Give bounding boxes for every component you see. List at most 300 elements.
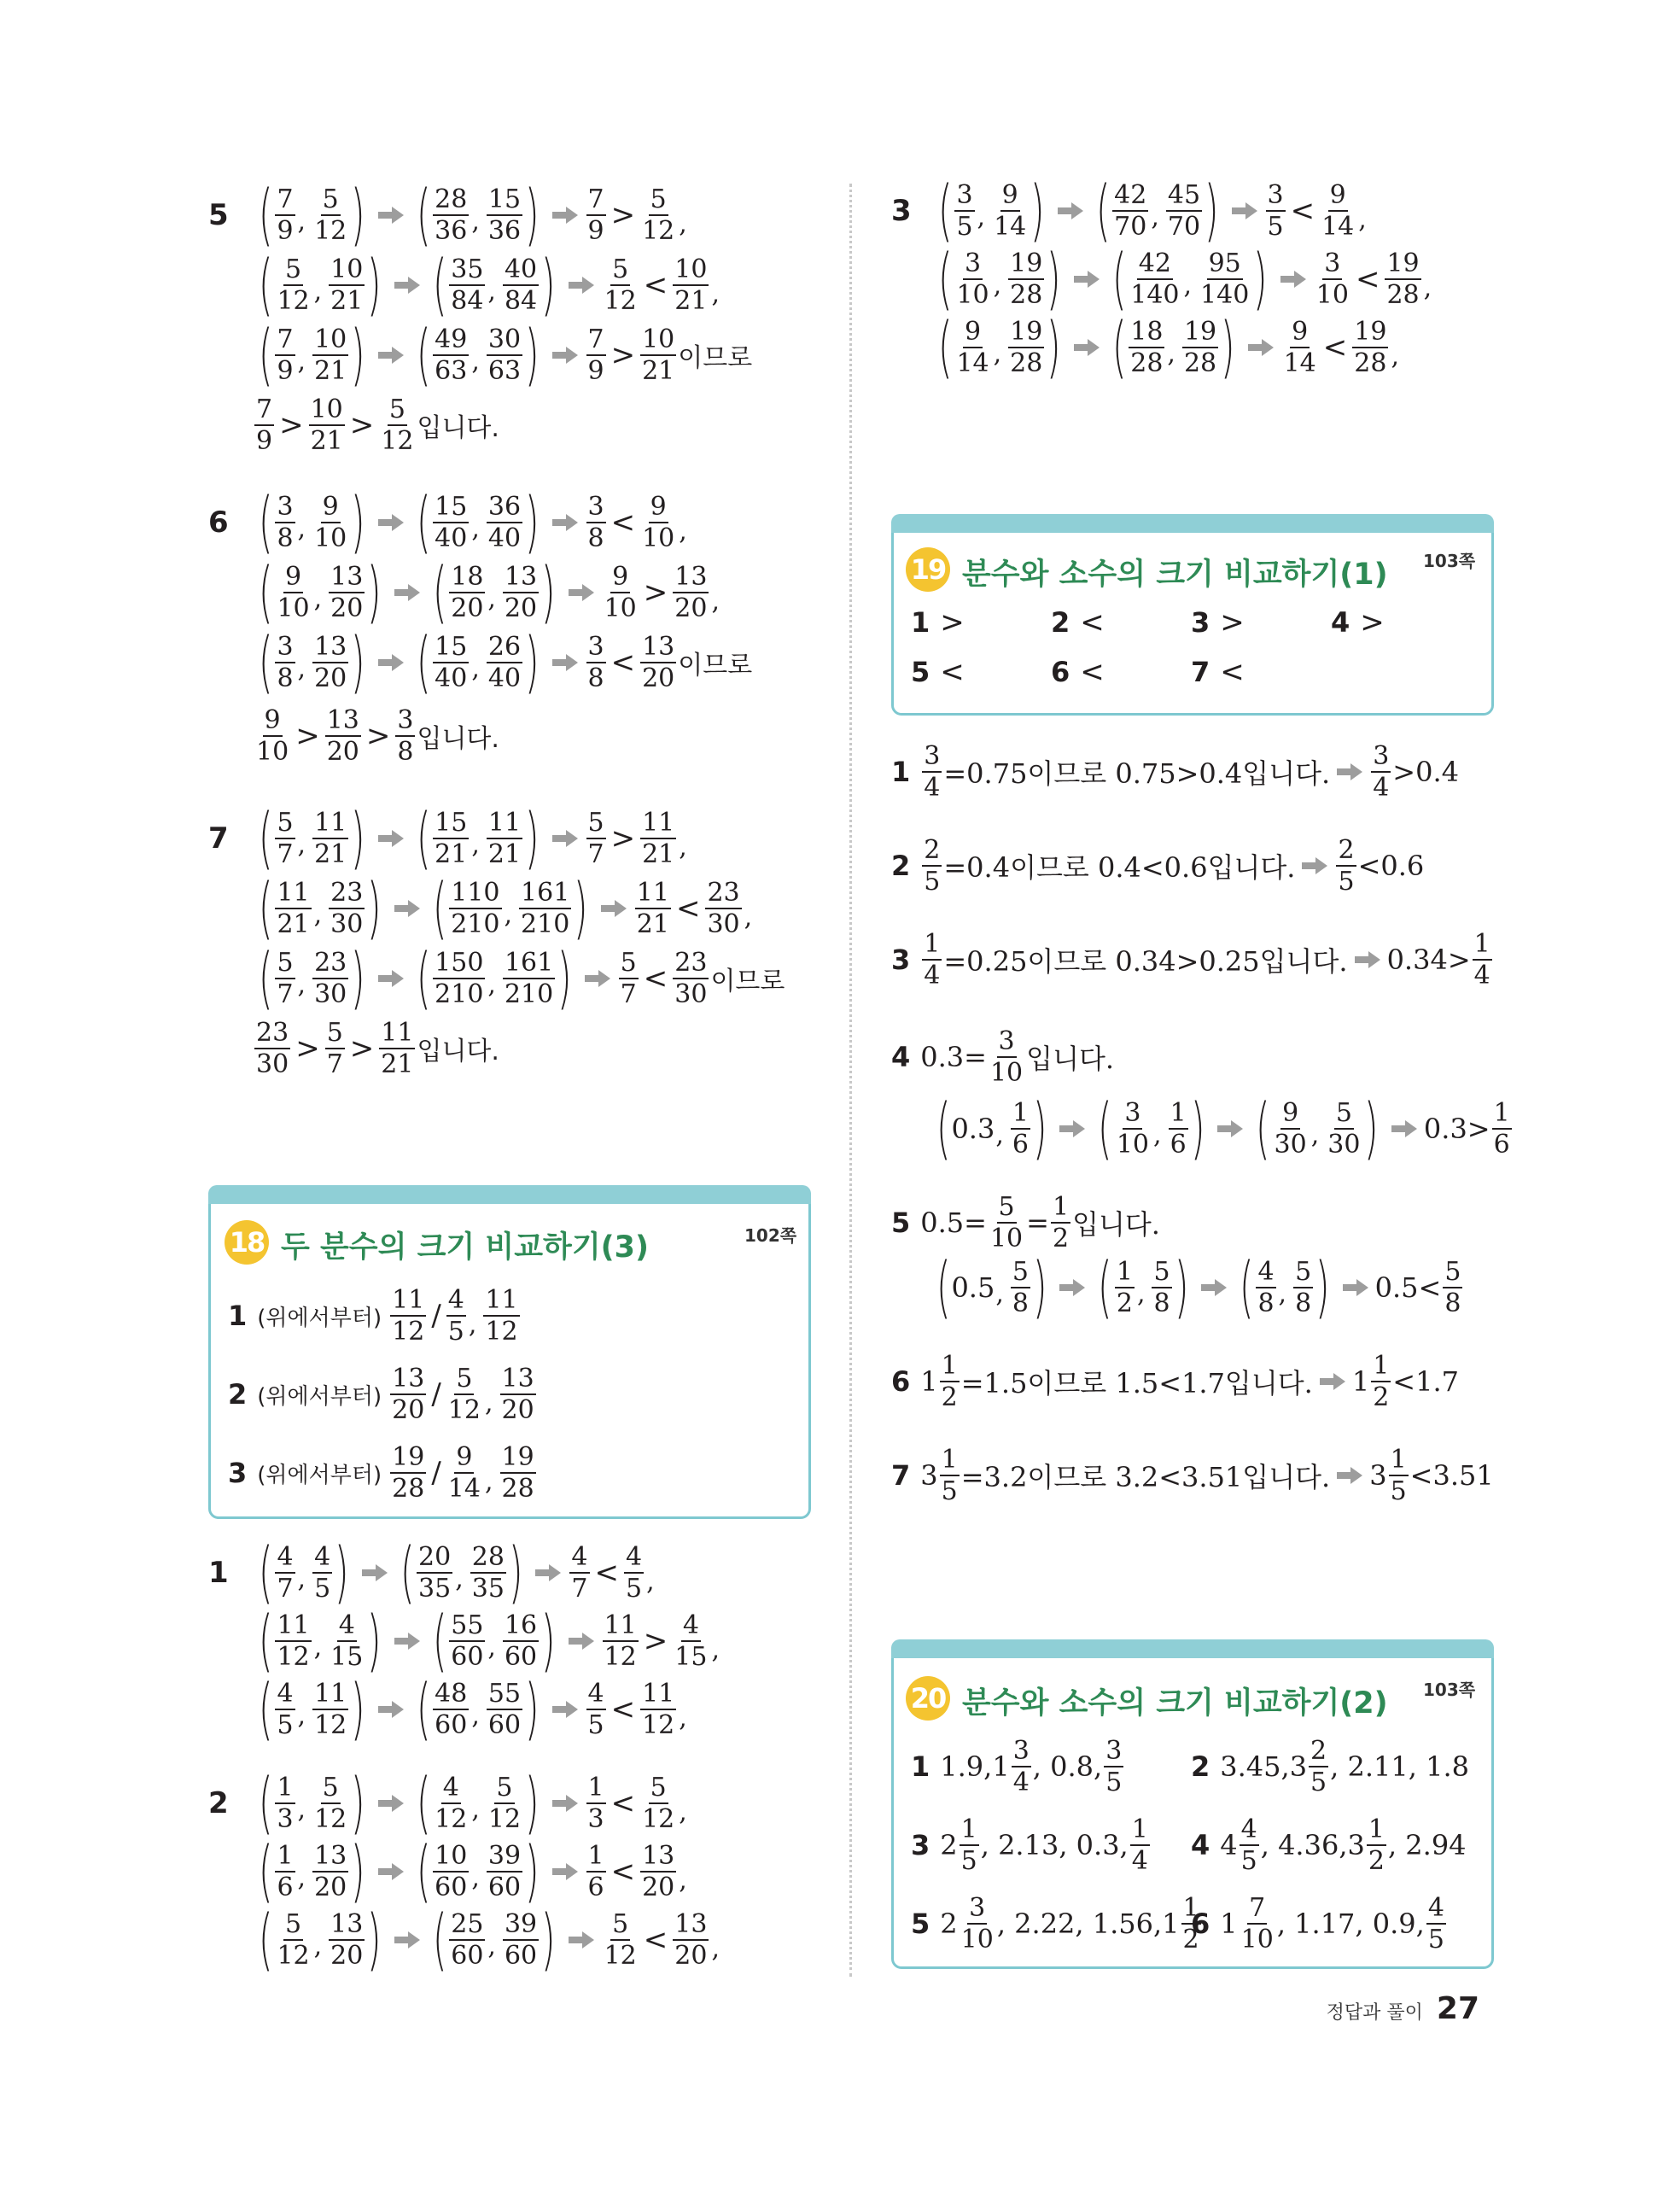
denominator: 2	[1052, 1223, 1070, 1253]
denominator: 10	[960, 1924, 994, 1954]
comparison-sign: >	[365, 719, 391, 753]
denominator: 21	[435, 838, 468, 869]
fraction	[586, 1772, 606, 1834]
denominator: 12	[277, 285, 310, 316]
arrow-icon	[552, 207, 578, 224]
fraction	[992, 179, 1028, 242]
fraction	[275, 184, 295, 246]
comparison-sign: <	[1080, 655, 1105, 689]
fraction	[275, 1541, 295, 1604]
fraction	[1011, 1097, 1030, 1160]
denominator: 10	[604, 593, 637, 623]
numerator: ( 5	[284, 1908, 302, 1939]
numerator: 19	[1354, 316, 1387, 347]
number: 0.34>	[1386, 944, 1471, 976]
numerator: 3	[1105, 1735, 1123, 1766]
fraction-pair	[411, 489, 545, 556]
numerator: 13	[674, 1908, 708, 1939]
arrow-icon	[1074, 339, 1100, 356]
denominator: 2	[1373, 1382, 1390, 1412]
fraction	[1011, 1256, 1030, 1318]
arrow-icon	[1320, 1373, 1345, 1390]
numerator: ( 9	[964, 316, 982, 347]
comma: ,	[313, 900, 323, 930]
conclusion-text: 이므로	[678, 651, 753, 681]
denominator: 30	[330, 909, 364, 939]
denominator: 12	[642, 1709, 675, 1740]
fraction-pair	[932, 178, 1051, 244]
denominator: 20	[451, 593, 484, 623]
fraction	[433, 1678, 469, 1740]
comma: ,	[487, 1931, 496, 1961]
fraction	[954, 179, 974, 242]
arrow-icon	[1074, 271, 1100, 288]
denominator: 5	[1267, 211, 1284, 242]
conclusion-row	[253, 389, 499, 461]
numerator: 11	[314, 807, 347, 838]
fraction	[312, 184, 348, 246]
arrow-icon	[569, 584, 594, 601]
fraction	[922, 740, 942, 803]
fraction	[1282, 316, 1318, 378]
fraction-pair	[427, 875, 594, 942]
numerator: ( 5	[277, 807, 294, 838]
section-title: 두 분수의 크기 비교하기(3)	[281, 1230, 650, 1265]
answer-item	[228, 1358, 538, 1430]
numerator: ( 4	[277, 1678, 294, 1709]
denominator: 60	[487, 1872, 522, 1902]
denominator: 4	[1473, 960, 1490, 990]
numerator: ( 1	[277, 1840, 294, 1871]
answer-item	[1191, 655, 1245, 689]
numerator: 13	[642, 631, 675, 662]
denominator: 63	[435, 355, 468, 386]
section-header-band	[208, 1185, 811, 1204]
denominator: 70	[1114, 211, 1147, 242]
comma: ,	[297, 207, 306, 237]
fraction-pair	[411, 1676, 545, 1743]
comma: ,	[993, 339, 1002, 369]
fraction	[1152, 1256, 1171, 1318]
arrow-icon	[378, 654, 404, 671]
comparison-sign: >	[295, 719, 320, 753]
fraction	[446, 1441, 482, 1504]
numerator: 5	[1444, 1256, 1461, 1287]
fraction	[1240, 1814, 1259, 1876]
fraction	[312, 491, 348, 553]
denominator: 8	[1444, 1288, 1461, 1318]
answer-item	[911, 655, 965, 689]
numerator: 9	[612, 561, 629, 592]
answer-number: 4	[1191, 1829, 1210, 1861]
numerator: 15	[487, 184, 522, 214]
arrow-icon	[1355, 951, 1380, 968]
equation-row	[253, 179, 692, 251]
number: 0.3=	[920, 1041, 987, 1073]
comparison-sign: <	[610, 1786, 636, 1820]
numerator: 4	[1427, 1892, 1444, 1923]
whole-number: 3	[1347, 1829, 1365, 1861]
fraction	[275, 1610, 311, 1672]
decimal-answer-4-steps	[930, 1093, 1514, 1165]
fraction	[586, 1840, 606, 1902]
fraction	[1012, 1735, 1031, 1797]
numerator: 11	[485, 1284, 518, 1315]
answer-item	[1051, 655, 1105, 689]
fraction	[433, 807, 469, 869]
fraction	[254, 704, 290, 767]
denominator: 4	[924, 960, 941, 990]
problem-number: 2	[208, 1786, 229, 1820]
denominator: 12	[447, 1394, 481, 1425]
comparison-sign: <	[675, 891, 701, 926]
section-number-badge: 19	[906, 547, 950, 592]
denominator: 21	[674, 285, 708, 316]
numerator: 9	[322, 491, 339, 522]
fraction	[922, 928, 942, 990]
numerator: ( 4	[442, 1772, 459, 1802]
numerator: 9	[1329, 179, 1346, 210]
statement: =0.4이므로 0.4<0.6입니다.	[943, 851, 1296, 884]
fraction	[503, 1908, 539, 1971]
denominator: 21	[310, 425, 343, 456]
comma: ,	[297, 347, 306, 377]
denominator: 20	[642, 1872, 675, 1902]
answer-item	[228, 1437, 538, 1509]
comma: ,	[471, 654, 480, 684]
answer-item	[911, 1888, 1203, 1960]
numerator: 1	[924, 928, 941, 959]
fraction	[433, 631, 469, 693]
answer-item	[1191, 1731, 1469, 1802]
number: 3.45,	[1220, 1750, 1290, 1783]
fraction	[449, 1908, 485, 1971]
numerator: 13	[314, 631, 347, 662]
denominator: 60	[487, 1709, 522, 1740]
conclusion-row	[253, 1013, 499, 1084]
denominator: 12	[314, 1803, 347, 1834]
numerator: 23	[674, 947, 708, 978]
conclusion-text: 이므로	[678, 343, 753, 373]
numerator: ( 15	[435, 631, 468, 662]
fraction-pair	[930, 1254, 1053, 1321]
denominator: 28	[1183, 348, 1217, 378]
fraction	[640, 1678, 676, 1740]
arrow-icon	[569, 277, 594, 294]
answer-number: 4	[891, 1041, 911, 1073]
comparison-sign: >	[349, 1031, 375, 1066]
numerator: 23	[256, 1017, 289, 1048]
arrow-icon	[1201, 1279, 1227, 1296]
whole-number: 2	[940, 1829, 958, 1861]
comparison-sign: <	[1355, 262, 1380, 296]
comma: ,	[995, 1279, 1004, 1309]
number: ( 0.3	[951, 1113, 995, 1145]
arrow-icon	[585, 970, 610, 987]
denominator: 210	[521, 909, 570, 939]
fraction	[503, 561, 539, 623]
fraction	[1473, 928, 1492, 990]
numerator: ( 18	[1130, 316, 1164, 347]
denominator: 14	[1283, 348, 1316, 378]
numerator: 7	[256, 394, 273, 424]
comma: ,	[468, 1310, 477, 1340]
denominator: 12	[642, 215, 675, 246]
denominator: 36	[435, 215, 468, 246]
denominator: 12	[392, 1316, 425, 1347]
denominator: 30	[674, 979, 708, 1009]
denominator: 5	[1240, 1845, 1257, 1876]
conclusion-text: 입니다.	[417, 1037, 499, 1066]
answer-number: 3	[891, 944, 911, 976]
answer-number: 3	[1191, 606, 1210, 639]
fraction	[603, 561, 639, 623]
fraction	[1371, 1350, 1391, 1412]
fraction	[954, 248, 990, 310]
answer-item	[1191, 605, 1245, 640]
denominator: 60	[435, 1872, 468, 1902]
numerator: 13	[501, 1363, 534, 1393]
answer-number: 6	[1191, 1908, 1210, 1940]
fraction	[503, 947, 555, 1009]
denominator: 4	[924, 772, 941, 803]
equation-row	[253, 319, 752, 391]
answer-number: 5	[911, 656, 930, 688]
fraction	[275, 947, 295, 1009]
equation-row	[253, 1674, 692, 1745]
denominator: 21	[636, 909, 669, 939]
numerator: 5	[388, 394, 405, 424]
fraction	[1273, 1097, 1309, 1160]
numerator: 3	[397, 704, 414, 735]
comma: ,	[1167, 339, 1175, 369]
fraction	[325, 1017, 345, 1079]
numerator: 19	[501, 1441, 534, 1472]
comma: ,	[471, 514, 480, 544]
denominator: 140	[1130, 279, 1180, 310]
numerator: ( 7	[277, 324, 294, 354]
numerator: 55	[487, 1678, 522, 1709]
comparison-sign: <	[610, 646, 636, 680]
answer-item	[1191, 1888, 1448, 1960]
denominator: 28	[1010, 279, 1043, 310]
numerator: 9	[456, 1441, 473, 1472]
fraction	[390, 1363, 426, 1425]
statement: =3.2이므로 3.2<3.51입니다.	[960, 1461, 1331, 1493]
denominator: 6	[1170, 1129, 1187, 1160]
denominator: 20	[326, 736, 359, 767]
decimal-answer-1	[891, 736, 1459, 808]
denominator: 30	[314, 979, 347, 1009]
denominator: 28	[392, 1473, 425, 1504]
denominator: 20	[642, 663, 675, 693]
fraction	[433, 1772, 469, 1834]
numerator: ( 3	[1124, 1097, 1141, 1128]
numerator: 11	[392, 1284, 425, 1315]
numerator: 2	[1310, 1735, 1327, 1766]
denominator: 14	[1321, 211, 1355, 242]
fraction-pair	[253, 322, 371, 389]
fraction	[390, 1441, 426, 1504]
section-number-badge: 20	[906, 1676, 950, 1721]
arrow-icon	[394, 1633, 420, 1650]
fraction-pair	[1092, 1254, 1194, 1321]
arrow-icon	[569, 1633, 594, 1650]
whole-number: 3	[920, 1459, 938, 1492]
fraction	[1385, 248, 1420, 310]
comma: ,	[471, 1701, 480, 1731]
decimal-answer-7	[891, 1440, 1494, 1511]
denominator: 5	[941, 1475, 958, 1506]
fraction	[254, 394, 274, 456]
denominator: 14	[956, 348, 989, 378]
denominator: 5	[587, 1709, 604, 1740]
number: ( 0.5	[951, 1271, 995, 1304]
numerator: 1	[1170, 1097, 1187, 1128]
denominator: 5	[1338, 866, 1355, 897]
fraction	[503, 254, 539, 316]
numerator: 7	[587, 184, 604, 214]
numerator: 3	[924, 740, 941, 771]
numerator: ( 15	[435, 491, 468, 522]
comparison-sign: >	[1220, 605, 1245, 640]
whole-number: 4	[1220, 1829, 1238, 1861]
prefix-label: (위에서부터)	[257, 1383, 382, 1410]
comma: ,	[471, 830, 480, 860]
fraction	[1443, 1256, 1462, 1318]
fraction	[954, 316, 990, 378]
denominator: 40	[487, 523, 522, 553]
fraction	[1115, 1256, 1135, 1318]
numerator: 11	[642, 807, 675, 838]
comma: ,	[977, 202, 986, 232]
fraction	[1169, 1097, 1188, 1160]
fraction-pair	[411, 1838, 545, 1905]
statement: =1.5이므로 1.5<1.7입니다.	[960, 1367, 1313, 1399]
denominator: 3	[587, 1803, 604, 1834]
numerator: 45	[1167, 179, 1201, 210]
comma: ,	[297, 1795, 306, 1825]
denominator: 30	[1274, 1129, 1307, 1160]
numerator: 39	[487, 1840, 522, 1871]
comparison-sign: <	[594, 1556, 619, 1590]
numerator: ( 150	[435, 947, 484, 978]
numerator: 11	[642, 1678, 675, 1709]
decimal-answer-5	[891, 1187, 1160, 1259]
denominator: 4	[1012, 1767, 1030, 1797]
answer-item	[1051, 605, 1105, 640]
fraction	[940, 1444, 960, 1506]
fraction-pair	[253, 1907, 388, 1973]
numerator: ( 15	[435, 807, 468, 838]
denominator: 35	[471, 1573, 505, 1604]
denominator: 8	[1257, 1288, 1275, 1318]
comma: ,	[1423, 273, 1432, 303]
fraction	[1266, 179, 1286, 242]
numerator: 9	[1001, 179, 1018, 210]
fraction	[275, 877, 311, 939]
denominator: 5	[447, 1316, 464, 1347]
numerator: 4	[338, 1610, 355, 1640]
comma: ,	[313, 584, 323, 614]
comma: ,	[487, 1633, 496, 1662]
fraction	[673, 1610, 709, 1672]
fraction-pair	[1250, 1096, 1385, 1162]
fraction	[640, 1840, 676, 1902]
arrow-icon	[1391, 1120, 1417, 1137]
denominator: 10	[1116, 1129, 1150, 1160]
fraction	[433, 491, 469, 553]
page-reference: 102쪽	[744, 1225, 797, 1246]
fraction	[640, 184, 676, 246]
fraction	[1051, 1191, 1070, 1253]
answer-item	[228, 1280, 522, 1352]
denominator: 15	[674, 1641, 708, 1672]
denominator: 8	[1153, 1288, 1170, 1318]
denominator: 20	[330, 1940, 364, 1971]
fraction	[1104, 1735, 1123, 1797]
arrow-icon	[1059, 1120, 1085, 1137]
denominator: 21	[314, 355, 347, 386]
comma: ,	[297, 1863, 306, 1893]
answer-number: 6	[1051, 656, 1070, 688]
numerator: 36	[487, 491, 522, 522]
fraction-pair	[253, 559, 388, 626]
fraction-pair	[411, 805, 545, 872]
fraction	[329, 1908, 365, 1971]
section-header-band	[891, 514, 1494, 533]
fraction	[586, 631, 606, 693]
numerator: ( 49	[435, 324, 468, 354]
numerator: 95	[1208, 248, 1241, 278]
numerator: ( 3	[956, 179, 973, 210]
fraction	[254, 1017, 290, 1079]
fraction	[275, 1908, 311, 1971]
whole-number: 1	[1162, 1908, 1180, 1940]
numerator: ( 4	[277, 1541, 294, 1572]
fraction	[483, 1284, 519, 1347]
numerator: 4	[587, 1678, 604, 1709]
numerator: ( 7	[277, 184, 294, 214]
equation-row	[253, 803, 692, 874]
denominator: 5	[1390, 1475, 1407, 1506]
comparison-sign: >	[940, 605, 965, 640]
arrow-icon	[394, 277, 420, 294]
numerator: 1	[1368, 1814, 1385, 1844]
numerator: 1	[1182, 1892, 1199, 1923]
denominator: 20	[504, 593, 538, 623]
fraction	[500, 1441, 536, 1504]
comparison-sign: <	[1080, 605, 1105, 640]
fraction	[433, 947, 485, 1009]
denominator: 30	[707, 909, 740, 939]
fraction	[1166, 179, 1202, 242]
fraction	[433, 1840, 469, 1902]
answer-number: 3	[911, 1829, 930, 1861]
numerator: 7	[587, 324, 604, 354]
denominator: 28	[1130, 348, 1164, 378]
number: 0.3>	[1423, 1113, 1490, 1145]
decimal-answer-3	[891, 924, 1494, 996]
comparison-sign: <	[1290, 194, 1315, 228]
numerator: 23	[314, 947, 347, 978]
fraction	[487, 807, 522, 869]
arrow-icon	[394, 900, 420, 917]
numerator: ( 5	[284, 254, 302, 284]
fraction	[312, 807, 348, 869]
denominator: 5	[956, 211, 973, 242]
numerator: 23	[330, 877, 364, 908]
